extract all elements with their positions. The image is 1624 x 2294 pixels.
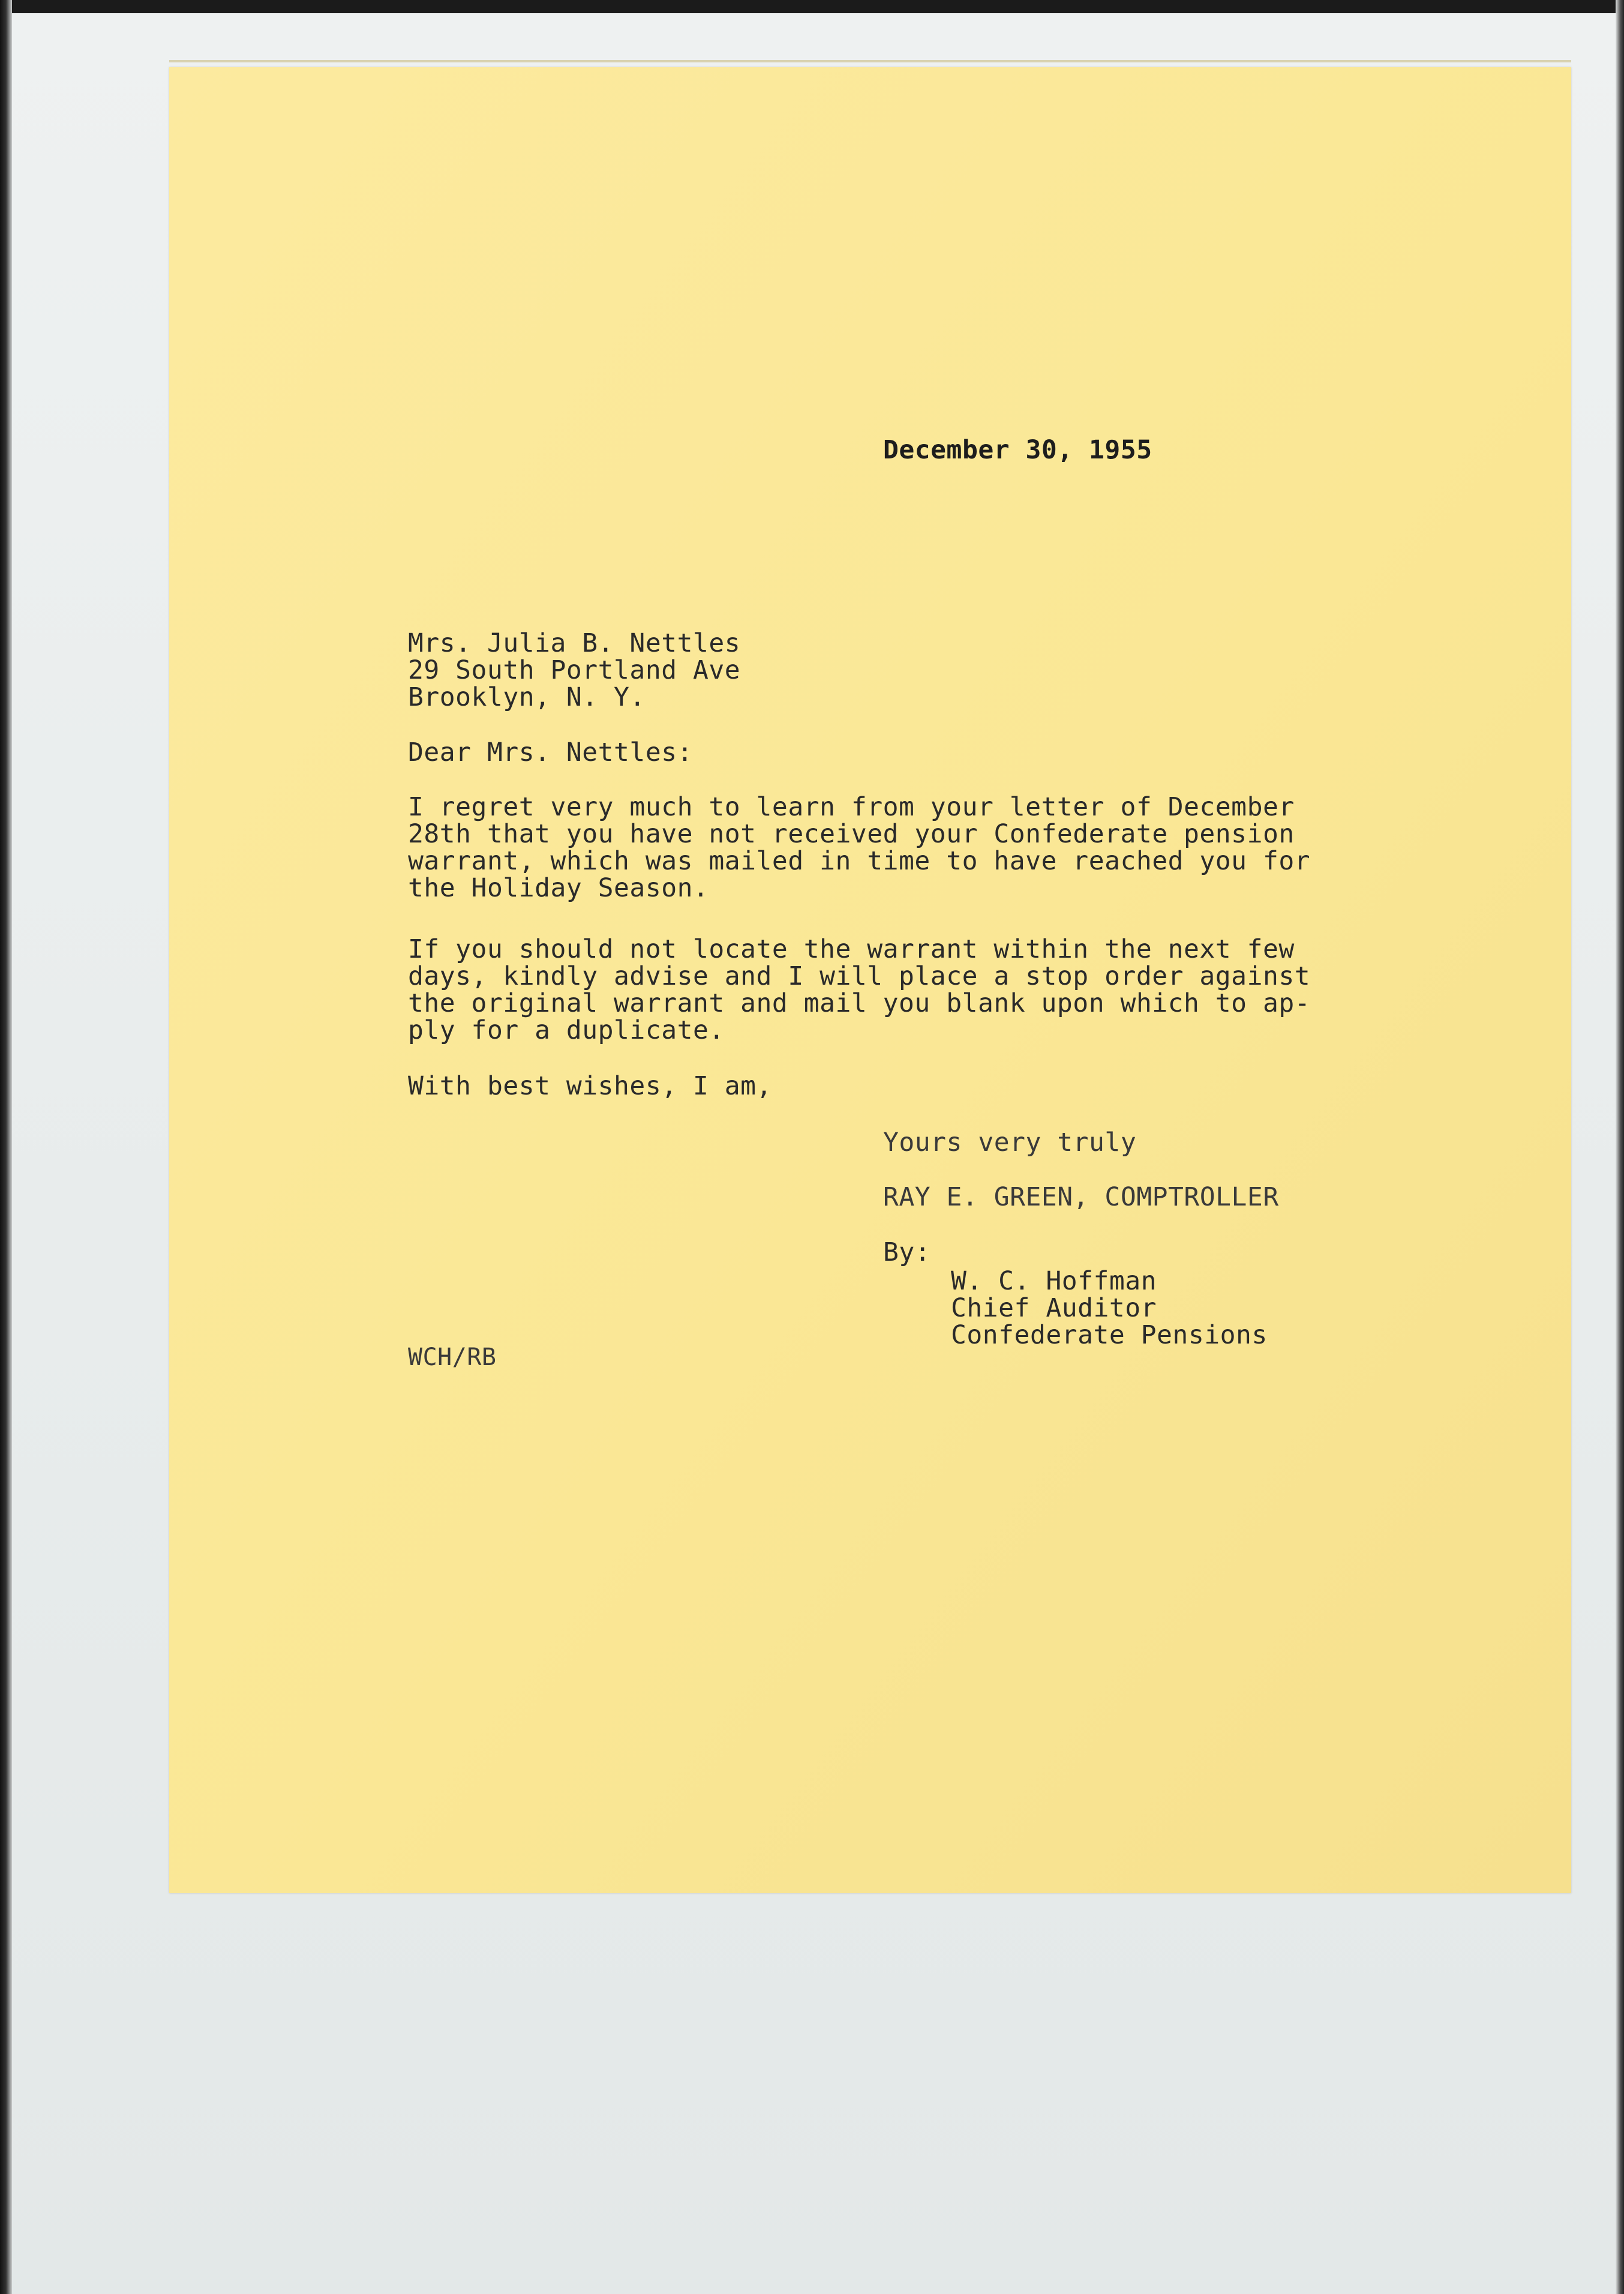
signer-name: W. C. Hoffman xyxy=(951,1266,1157,1296)
paragraph2-line3: the original warrant and mail you blank upon which to ap- xyxy=(408,988,1311,1018)
signer-department: Confederate Pensions xyxy=(951,1320,1268,1350)
by-label: By: xyxy=(883,1237,931,1267)
recipient-street: 29 South Portland Ave xyxy=(408,655,741,685)
paragraph2-line2: days, kindly advise and I will place a stop order against xyxy=(408,961,1311,991)
scan-edge-right xyxy=(1616,0,1624,2294)
scan-edge-top xyxy=(0,0,1624,13)
closing-line: With best wishes, I am, xyxy=(408,1071,772,1101)
signatory: RAY E. GREEN, COMPTROLLER xyxy=(883,1182,1279,1212)
paragraph2-line1: If you should not locate the warrant within the next few xyxy=(408,934,1295,964)
recipient-city: Brooklyn, N. Y. xyxy=(408,682,646,712)
paragraph1-line2: 28th that you have not received your Confederate pension xyxy=(408,819,1295,849)
complimentary-close: Yours very truly xyxy=(883,1127,1137,1158)
paragraph1-line4: the Holiday Season. xyxy=(408,873,709,903)
paragraph2-line4: ply for a duplicate. xyxy=(408,1015,725,1045)
scan-edge-left xyxy=(0,0,12,2294)
signer-title: Chief Auditor xyxy=(951,1293,1157,1323)
recipient-name: Mrs. Julia B. Nettles xyxy=(408,628,741,658)
paper-top-edge xyxy=(169,60,1571,62)
letter-date: December 30, 1955 xyxy=(883,435,1152,465)
paragraph1-line1: I regret very much to learn from your letter of December xyxy=(408,792,1295,822)
paragraph1-line3: warrant, which was mailed in time to have reached you for xyxy=(408,846,1311,876)
salutation: Dear Mrs. Nettles: xyxy=(408,737,693,767)
reference-initials: WCH/RB xyxy=(408,1344,497,1371)
